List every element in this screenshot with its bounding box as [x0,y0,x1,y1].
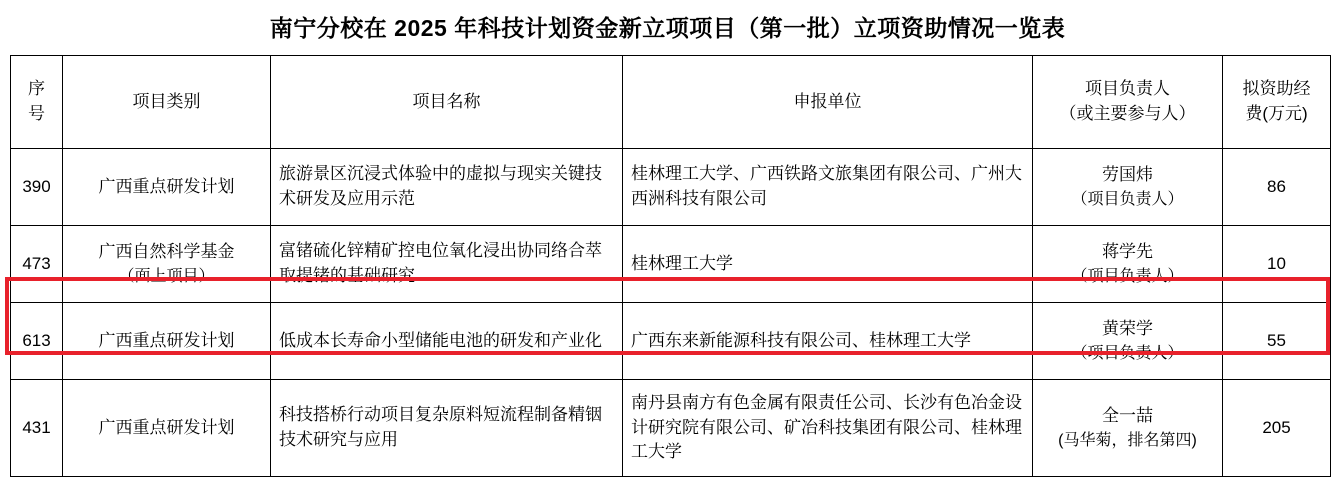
cell-funding-amount: 205 [1223,380,1331,477]
cell-leader-name: 蒋学先 [1102,242,1153,262]
cell-project-leader [1033,380,1223,477]
column-header-serial-line2: 号 [28,104,45,123]
cell-leader-role: （项目负责人） [1071,267,1184,285]
column-header-funding-line2: 费(万元) [1245,104,1308,123]
table-body [11,149,1331,477]
cell-leader-role: （项目负责人） [1071,344,1184,362]
table-row [11,380,1331,477]
cell-funding-amount: 55 [1223,303,1331,380]
column-header-serial-line1: 序 [28,79,45,99]
column-header-project-leader [1033,56,1223,149]
table-row [11,149,1331,226]
cell-project-name: 旅游景区沉浸式体验中的虚拟与现实关键技术研发及应用示范 [271,149,623,226]
column-header-funding [1223,56,1331,149]
column-header-project-leader-line1: 项目负责人 [1085,79,1170,99]
cell-serial: 613 [11,303,63,380]
cell-category [63,149,271,226]
cell-funding-amount: 10 [1223,226,1331,303]
table-row [11,303,1331,380]
column-header-project-leader-line2: （或主要参与人） [1059,104,1196,123]
cell-category [63,226,271,303]
cell-project-name: 科技搭桥行动项目复杂原料短流程制备精铟技术研究与应用 [271,380,623,477]
grant-projects-table [10,55,1331,477]
column-header-category [63,56,271,149]
table-header-row [11,56,1331,149]
column-header-applicant-unit-line1: 申报单位 [793,91,862,111]
cell-serial: 390 [11,149,63,226]
cell-project-name: 富锗硫化锌精矿控电位氧化浸出协同络合萃取提锗的基础研究 [271,226,623,303]
column-header-funding-line1: 拟资助经 [1242,79,1311,99]
cell-applicant-unit: 南丹县南方有色金属有限责任公司、长沙有色冶金设计研究院有限公司、矿冶科技集团有限公司、桂林理工大学 [623,380,1033,477]
cell-leader-name: 全一喆 [1102,406,1153,426]
column-header-category-line1: 项目类别 [132,91,201,111]
cell-category [63,303,271,380]
column-header-serial [11,56,63,149]
cell-category-main: 广西自然科学基金 [98,242,235,262]
cell-applicant-unit: 广西东来新能源科技有限公司、桂林理工大学 [623,303,1033,380]
cell-applicant-unit: 桂林理工大学 [623,226,1033,303]
cell-project-leader [1033,149,1223,226]
table-header [11,56,1331,149]
cell-serial: 473 [11,226,63,303]
cell-leader-name: 劳国炜 [1102,165,1153,185]
cell-category-main: 广西重点研发计划 [98,176,235,196]
cell-category-sub: （面上项目） [118,267,215,285]
cell-leader-role: （项目负责人） [1071,190,1184,208]
cell-funding-amount: 86 [1223,149,1331,226]
column-header-project-name [271,56,623,149]
cell-applicant-unit: 桂林理工大学、广西铁路文旅集团有限公司、广州大西洲科技有限公司 [623,149,1033,226]
cell-category-main: 广西重点研发计划 [98,417,235,437]
cell-category-main: 广西重点研发计划 [98,330,235,350]
cell-leader-role: (马华菊，排名第四) [1058,431,1197,449]
cell-leader-name: 黄荣学 [1102,319,1153,339]
cell-project-name: 低成本长寿命小型储能电池的研发和产业化 [271,303,623,380]
table-row [11,226,1331,303]
cell-project-leader [1033,303,1223,380]
cell-serial: 431 [11,380,63,477]
column-header-project-name-line1: 项目名称 [412,91,481,111]
page-title: 南宁分校在 2025 年科技计划资金新立项项目（第一批）立项资助情况一览表 [269,15,1066,41]
cell-category [63,380,271,477]
column-header-applicant-unit [623,56,1033,149]
cell-project-leader [1033,226,1223,303]
